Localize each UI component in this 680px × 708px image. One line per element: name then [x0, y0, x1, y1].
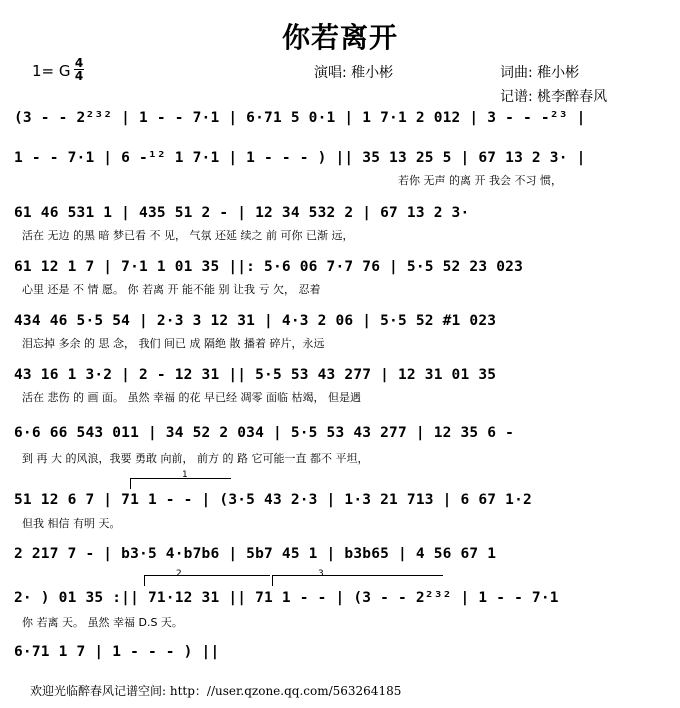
volta-number-1: 1	[182, 470, 188, 480]
singer-credit: 演唱: 稚小彬	[314, 65, 394, 81]
staff-line-8: 51 12 6 7 | 71 1 - - | (3·5 43 2·3 | 1·3 21 713 | 6 67 1·2	[14, 492, 532, 508]
lyric-line-10: 你 若离 天。 虽然 幸福 D.S 天。	[22, 616, 183, 629]
volta-number-3: 3	[318, 569, 324, 579]
staff-line-9: 2 217 7 - | b3·5 4·b7b6 | 5b7 45 1 | b3b65 | 4 56 67 1	[14, 546, 497, 562]
staff-line-7: 6·6 66 543 011 | 34 52 2 034 | 5·5 53 43 277 | 12 35 6 -	[14, 425, 515, 441]
volta-bracket-1	[130, 478, 231, 489]
lyric-line-8: 但我 相信 有明 天。	[22, 517, 121, 530]
time-signature-top: 4	[74, 56, 84, 70]
lyric-line-3: 活在 无边 的黑 暗 梦已看 不 见， 气氛 还延 续之 前 可你 已渐 远，	[22, 229, 354, 242]
volta-number-2: 2	[176, 569, 182, 579]
song-title: 你若离开	[281, 21, 398, 54]
staff-line-3: 61 46 531 1 | 435 51 2 - | 12 34 532 2 | 67 13 2 3·	[14, 205, 470, 221]
time-signature-bottom: 4	[74, 69, 84, 83]
lyric-line-7: 到 再 大 的风浪，我要 勇敢 向前， 前方 的 路 它可能一直 都不 平坦，	[22, 452, 369, 465]
volta-bracket-2	[144, 575, 270, 586]
staff-line-4: 61 12 1 7 | 7·1 1 01 35 ||: 5·6 06 7·7 76 | 5·5 52 23 023	[14, 259, 523, 275]
staff-line-10: 2· ) 01 35 :|| 71·12 31 || 71 1 - - | (3 - - 2²³² | 1 - - 7·1	[14, 590, 559, 606]
footer-credit: 欢迎光临醉春风记谱空间: http：//user.qzone.qq.com/563264185	[30, 684, 402, 698]
staff-line-11: 6·71 1 7 | 1 - - - ) ||	[14, 644, 220, 660]
staff-line-1: (3 - - 2²³² | 1 - - 7·1 | 6·71 5 0·1 | 1 7·1 2 012 | 3 - - -²³ |	[14, 110, 586, 126]
time-signature	[74, 58, 84, 81]
lyric-line-6: 活在 悲伤 的 画 面。 虽然 幸福 的花 早已经 凋零 面临 枯竭， 但是遇	[22, 391, 361, 404]
lyric-line-4: 心里 还是 不 情 愿。 你 若离 开 能不能 别 让我 亏 欠， 忍着	[22, 283, 321, 296]
staff-line-5: 434 46 5·5 54 | 2·3 3 12 31 | 4·3 2 06 | 5·5 52 #1 023	[14, 313, 497, 329]
composer-credit: 词曲: 稚小彬	[500, 65, 580, 81]
lyric-line-2: 若你 无声 的离 开 我会 不习 惯，	[398, 174, 562, 187]
lyric-line-5: 泪忘掉 多余 的 思 念， 我们 间已 成 隔绝 散 播着 碎片，永远	[22, 337, 325, 350]
key-signature: 1= G	[32, 62, 71, 80]
staff-line-2: 1 - - 7·1 | 6 -¹² 1 7·1 | 1 - - - ) || 35 13 25 5 | 67 13 2 3· |	[14, 150, 586, 166]
staff-line-6: 43 16 1 3·2 | 2 - 12 31 || 5·5 53 43 277 | 12 31 01 35	[14, 367, 497, 383]
transcriber-credit: 记谱: 桃李醉春风	[500, 89, 608, 105]
volta-bracket-3	[272, 575, 443, 586]
